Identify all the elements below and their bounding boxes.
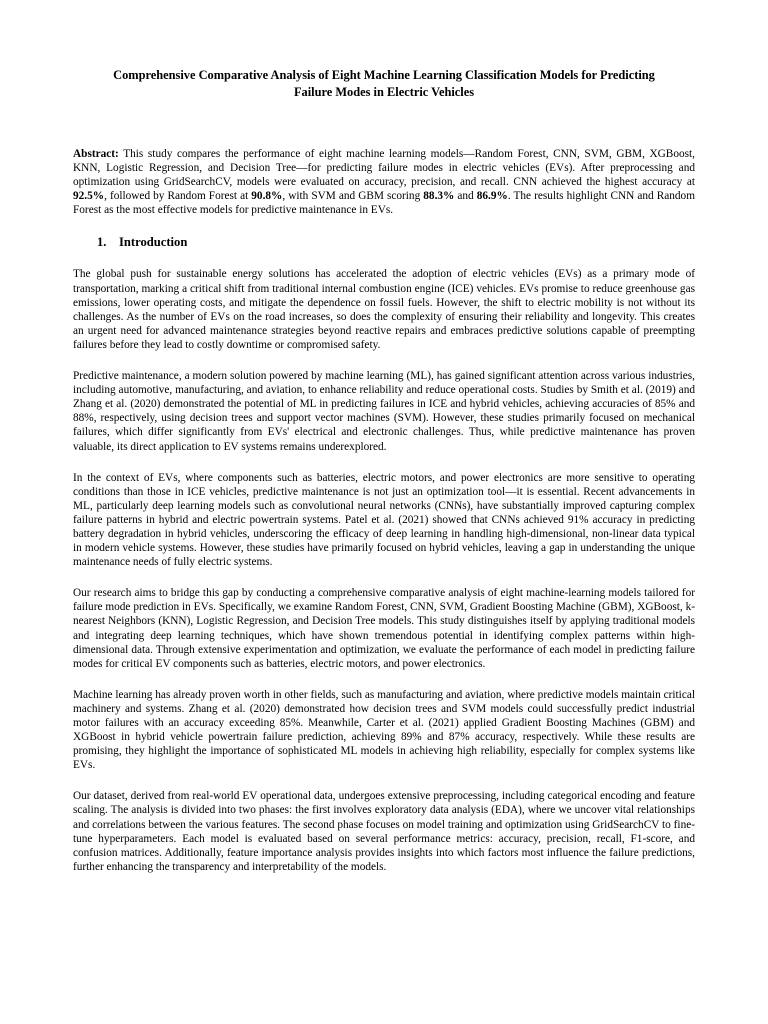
abstract-text-4: and <box>454 190 477 203</box>
svm-accuracy-value: 88.3% <box>423 190 455 203</box>
intro-paragraph-4: Our research aims to bridge this gap by conducting a comprehensive comparative analysis of eight machine-learning models tailored for failure mode prediction in EVs. Specifically, we examine Random Forest, CNN, SVM, Gradient Boosting Machine (GBM), XGBoost, k-nearest Neighbors (KNN), Logistic Regression, and Decision Tree models. This study distinguishes itself by applying traditional models and integrating deep learning techniques, which have shown tremendous potential in identifying complex patterns within high-dimensional data. Through extensive experimentation and optimization, we evaluate the performance of each model in predicting failure modes for critical EV components such as batteries, electric motors, and power electronics. <box>73 587 695 670</box>
section-heading-introduction <box>73 234 695 250</box>
paper-title: Comprehensive Comparative Analysis of Eight Machine Learning Classification Models for Predicting Failure Modes in Electric Vehicles <box>113 68 655 99</box>
abstract <box>73 147 695 217</box>
gbm-accuracy-value: 86.9% <box>476 190 508 203</box>
rf-accuracy-value: 90.8% <box>251 190 283 203</box>
intro-paragraph-3: In the context of EVs, where components such as batteries, electric motors, and power electronics are more sensitive to operating conditions than those in ICE vehicles, predictive maintenance is not just an optimization tool—it is essential. Recent advancements in ML, particularly deep learning models such as convolutional neural networks (CNNs), have substantially improved capturing complex failure patterns in hybrid and electric powertrain systems. Patel et al. (2021) showed that CNNs achieved 91% accuracy in predicting battery degradation in hybrid vehicles, underscoring the efficacy of deep learning in handling high-dimensional, non-linear data typical in modern vehicle systems. However, these studies have primarily focused on hybrid vehicles, leaving a gap in understanding the unique maintenance needs of fully electric systems. <box>73 471 695 569</box>
section-number: 1. <box>97 235 107 250</box>
abstract-text-5: . The results highlight CNN and Random Forest as the most effective models for predictive maintenance in EVs. <box>73 190 695 217</box>
abstract-text-2: , followed by Random Forest at <box>104 190 252 203</box>
introduction-body <box>73 267 695 873</box>
abstract-text-3: , with SVM and GBM scoring <box>282 190 424 203</box>
intro-paragraph-2: Predictive maintenance, a modern solution powered by machine learning (ML), has gained significant attention across various industries, including automotive, manufacturing, and aviation, to enhance reliability and reduce operational costs. Studies by Smith et al. (2019) and Zhang et al. (2020) demonstrated the potential of ML in predicting failures in ICE and hybrid vehicles, achieving accuracies of 85% and 88%, respectively, using decision trees and support vector machines (SVM). However, these studies primarily focused on mechanical failures, which differ significantly from EVs' electrical and electronic challenges. Thus, while predictive maintenance has proven valuable, its direct application to EV systems remains underexplored. <box>73 370 695 453</box>
abstract-label: Abstract: <box>73 148 119 160</box>
intro-paragraph-1: The global push for sustainable energy solutions has accelerated the adoption of electric vehicles (EVs) as a primary mode of transportation, marking a critical shift from traditional internal combustion engine (ICE) vehicles. EVs promise to reduce greenhouse gas emissions, lower operating costs, and mitigate the dependence on fossil fuels. However, the shift to electric mobility is not without its challenges. As the number of EVs on the road increases, so does the complexity of ensuring their reliability and longevity. This creates an urgent need for advanced maintenance strategies beyond reactive repairs and embraces predictive solutions capable of preempting failures before they lead to costly downtime or compromised safety. <box>73 268 695 351</box>
intro-paragraph-5: Machine learning has already proven worth in other fields, such as manufacturing and aviation, where predictive models maintain critical machinery and systems. Zhang et al. (2020) demonstrated how decision trees and SVM models could successfully predict industrial motor failures with an accuracy exceeding 85%. Meanwhile, Carter et al. (2021) applied Gradient Boosting Machines (GBM) and XGBoost in hybrid vehicle powertrain failure prediction, achieving 89% and 87% accuracy, respectively. While these results are promising, they highlight the importance of sophisticated ML models in achieving high reliability, especially for complex systems like EVs. <box>73 688 695 772</box>
intro-paragraph-6: Our dataset, derived from real-world EV operational data, undergoes extensive preprocessing, including categorical encoding and feature scaling. The analysis is divided into two phases: the first involves exploratory data analysis (EDA), where we uncover vital relationships and correlations between the various features. The second phase focuses on model training and optimization using GridSearchCV to fine-tune hyperparameters. Each model is evaluated based on several performance metrics: accuracy, precision, recall, F1-score, and confusion matrices. Additionally, feature importance analysis provides insights into which factors most influence the failure predictions, further enhancing the transparency and interpretability of the models. <box>73 790 695 873</box>
cnn-accuracy-value: 92.5% <box>73 190 105 203</box>
abstract-text-1: This study compares the performance of eight machine learning models—Random Forest, CNN, SVM, GBM, XGBoost, KNN, Logistic Regression, and Decision Tree—for predicting failure modes in electric vehicles (EVs). After preprocessing and optimization using GridSearchCV, models were evaluated on accuracy, precision, and recall. CNN achieved the highest accuracy at <box>73 148 695 189</box>
section-title: Introduction <box>119 235 188 250</box>
